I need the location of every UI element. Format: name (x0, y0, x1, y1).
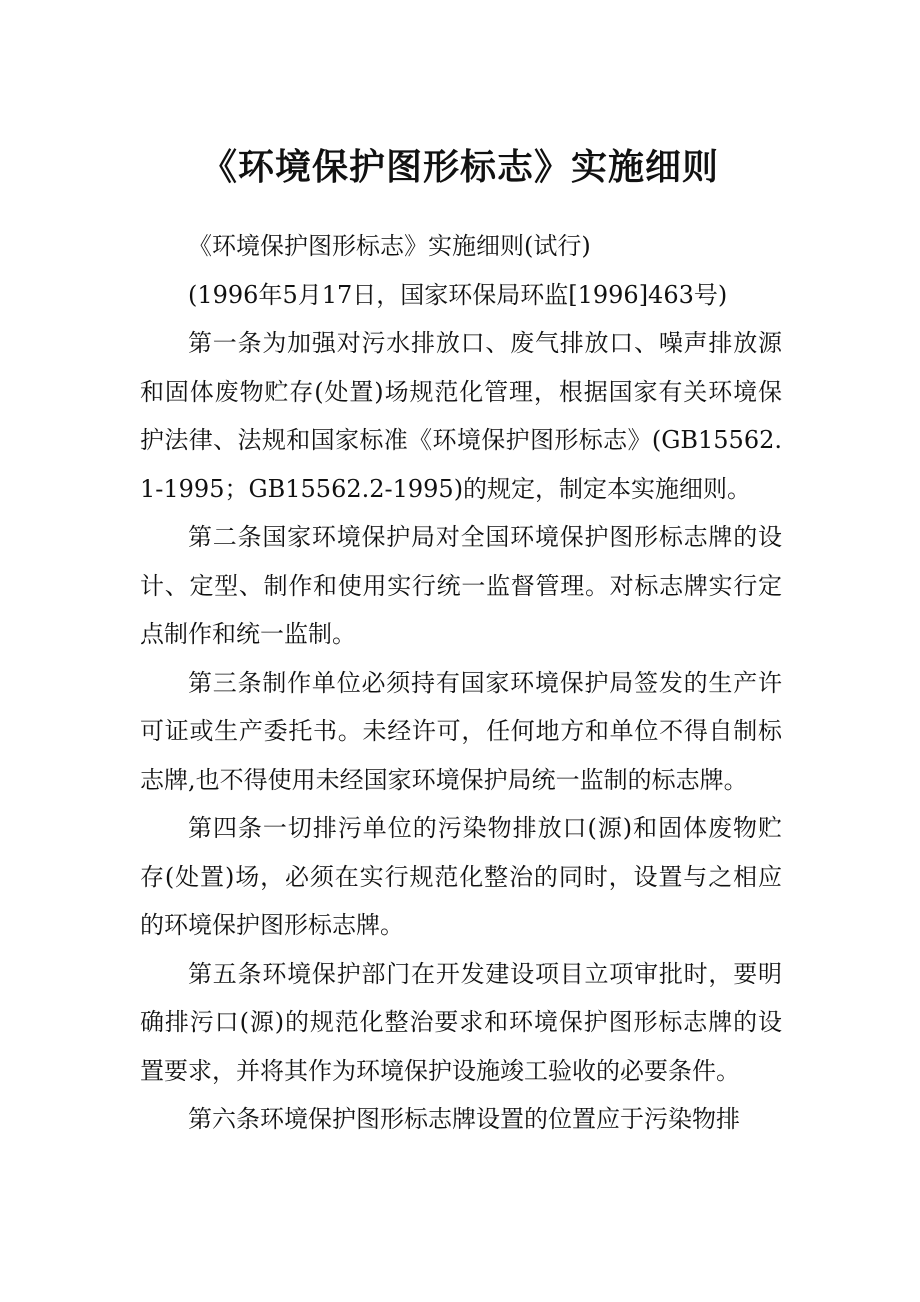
article-2: 第二条国家环境保护局对全国环境保护图形标志牌的设计、定型、制作和使用实行统一监督管理。对标志牌实行定点制作和统一监制。 (140, 523, 782, 648)
document-body (140, 222, 782, 1144)
article-4: 第四条一切排污单位的污染物排放口(源)和固体废物贮存(处置)场，必须在实行规范化整治的同时，设置与之相应的环境保护图形标志牌。 (140, 814, 782, 939)
article-1: 第一条为加强对污水排放口、废气排放口、噪声排放源和固体废物贮存(处置)场规范化管理，根据国家有关环境保护法律、法规和国家标准《环境保护图形标志》(GB15562.1-1995；GB15562.2-1995)的规定，制定本实施细则。 (140, 329, 782, 503)
subtitle-paragraph: 《环境保护图形标志》实施细则(试行) (188, 232, 591, 260)
document-title: 《环境保护图形标志》实施细则 (200, 146, 719, 188)
article-5: 第五条环境保护部门在开发建设项目立项审批时，要明确排污口(源)的规范化整治要求和环境保护图形标志牌的设置要求，并将其作为环境保护设施竣工验收的必要条件。 (140, 959, 782, 1085)
article-3: 第三条制作单位必须持有国家环境保护局签发的生产许可证或生产委托书。未经许可，任何地方和单位不得自制标志牌,也不得使用未经国家环境保护局统一监制的标志牌。 (140, 668, 782, 794)
article-6-partial: 第六条环境保护图形标志牌设置的位置应于污染物排 (188, 1105, 740, 1133)
issuance-note: (1996年5月17日，国家环保局环监[1996]463号) (188, 280, 728, 309)
